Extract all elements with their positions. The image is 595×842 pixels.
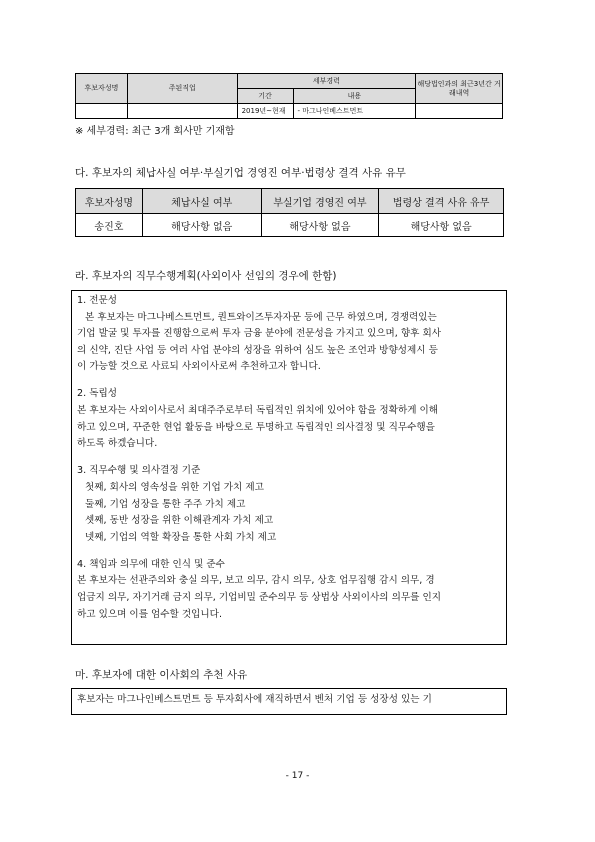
cell-transactions (416, 104, 503, 119)
header-period: 기간 (237, 89, 293, 104)
header-tax-delinquency: 체납사실 여부 (142, 189, 261, 214)
block-line: 본 후보자는 마그나베스트먼트, 퀀트와이즈투자자문 등에 근무 하였으며, 경쟁력있는 (85, 311, 437, 323)
block-heading: 3. 직무수행 및 의사결정 기준 (77, 465, 201, 477)
header-insolvent-executive: 부실기업 경영진 여부 (261, 189, 379, 214)
career-note: ※ 세부경력: 최근 3개 회사만 기재함 (75, 126, 235, 137)
recommendation-box: 후보자는 마그나인베스트먼트 등 투자회사에 재직하면서 벤처 기업 등 성장성 있는 기 (71, 688, 507, 715)
header-legal-disqualification: 법령상 결격 사유 유무 (379, 189, 504, 214)
cell-tax-delinquency: 해당사항 없음 (142, 214, 261, 237)
cell-content: - 마그나인베스트먼트 (293, 104, 416, 119)
section-da-title: 다. 후보자의 체납사실 여부·부실기업 경영진 여부·법령상 결격 사유 유무 (75, 167, 406, 179)
cell-insolvent-executive: 해당사항 없음 (261, 214, 379, 237)
block-line: 기업 발굴 및 투자를 진행함으로써 투자 금융 분야에 전문성을 가지고 있으며, 향후 회사 (77, 328, 442, 340)
header-candidate-name: 후보자성명 (76, 74, 128, 104)
header-candidate-name: 후보자성명 (76, 189, 143, 214)
block-line: 하도록 하겠습니다. (77, 438, 158, 450)
career-table (75, 73, 503, 119)
cell-legal-disqualification: 해당사항 없음 (379, 214, 504, 237)
eligibility-table (75, 188, 504, 237)
block-line: 업금지 의무, 자기거래 금지 의무, 기업비밀 준수의무 등 상법상 사외이사의 의무를 인지 (77, 592, 442, 603)
block-line: 이 가능할 것으로 사료되 사외이사로써 추천하고자 합니다. (77, 361, 321, 373)
header-career: 세부경력 (237, 74, 416, 89)
block-line: 둘째, 기업 성장을 통한 주주 가치 제고 (85, 498, 246, 510)
header-transactions: 해당법인과의 최근3년간 거래내역 (416, 74, 503, 104)
block-heading: 2. 독립성 (77, 388, 118, 400)
cell-candidate-name: 송진호 (76, 214, 143, 237)
block-heading: 1. 전문성 (77, 295, 118, 306)
block-line: 하고 있으며, 꾸준한 현업 활동을 바탕으로 투명하고 독립적인 의사결정 및 직무수행을 (77, 421, 435, 433)
plan-block-criteria (77, 463, 501, 546)
block-line: 셋째, 동반 성장을 위한 이해관계자 가치 제고 (85, 515, 274, 527)
cell-job (127, 104, 237, 119)
plan-block-expertise (77, 293, 501, 376)
block-heading: 4. 책임과 의무에 대한 인식 및 준수 (77, 558, 225, 570)
cell-period: 2019년~현재 (237, 104, 293, 119)
duty-plan-box (71, 290, 507, 645)
block-line: 하고 있으며 이를 엄수할 것입니다. (77, 608, 222, 620)
header-main-job: 주된직업 (127, 74, 237, 104)
section-ra-title: 라. 후보자의 직무수행계획(사외이사 선임의 경우에 한함) (75, 270, 337, 282)
cell-name (76, 104, 128, 119)
plan-block-responsibility (77, 557, 501, 623)
header-content: 내용 (293, 89, 416, 104)
block-line: 넷째, 기업의 역할 확장을 통한 사회 가치 제고 (85, 531, 277, 543)
plan-block-independence (77, 386, 501, 452)
block-line: 본 후보자는 선관주의와 충실 의무, 보고 의무, 감시 의무, 상호 업무집행 감시 의무, 경 (77, 575, 435, 587)
block-line: 첫째, 회사의 영속성을 위한 기업 가치 제고 (85, 481, 264, 493)
section-ma-title: 마. 후보자에 대한 이사회의 추천 사유 (75, 669, 248, 681)
block-line: 본 후보자는 사외이사로서 최대주주로부터 독립적인 위치에 있어야 함을 정확하게 이해 (77, 405, 439, 417)
block-line: 의 신약, 진단 사업 등 여러 사업 분야의 성장을 위하여 심도 높은 조언과 방향성제시 등 (77, 344, 438, 356)
page-number: - 17 - (285, 771, 310, 781)
